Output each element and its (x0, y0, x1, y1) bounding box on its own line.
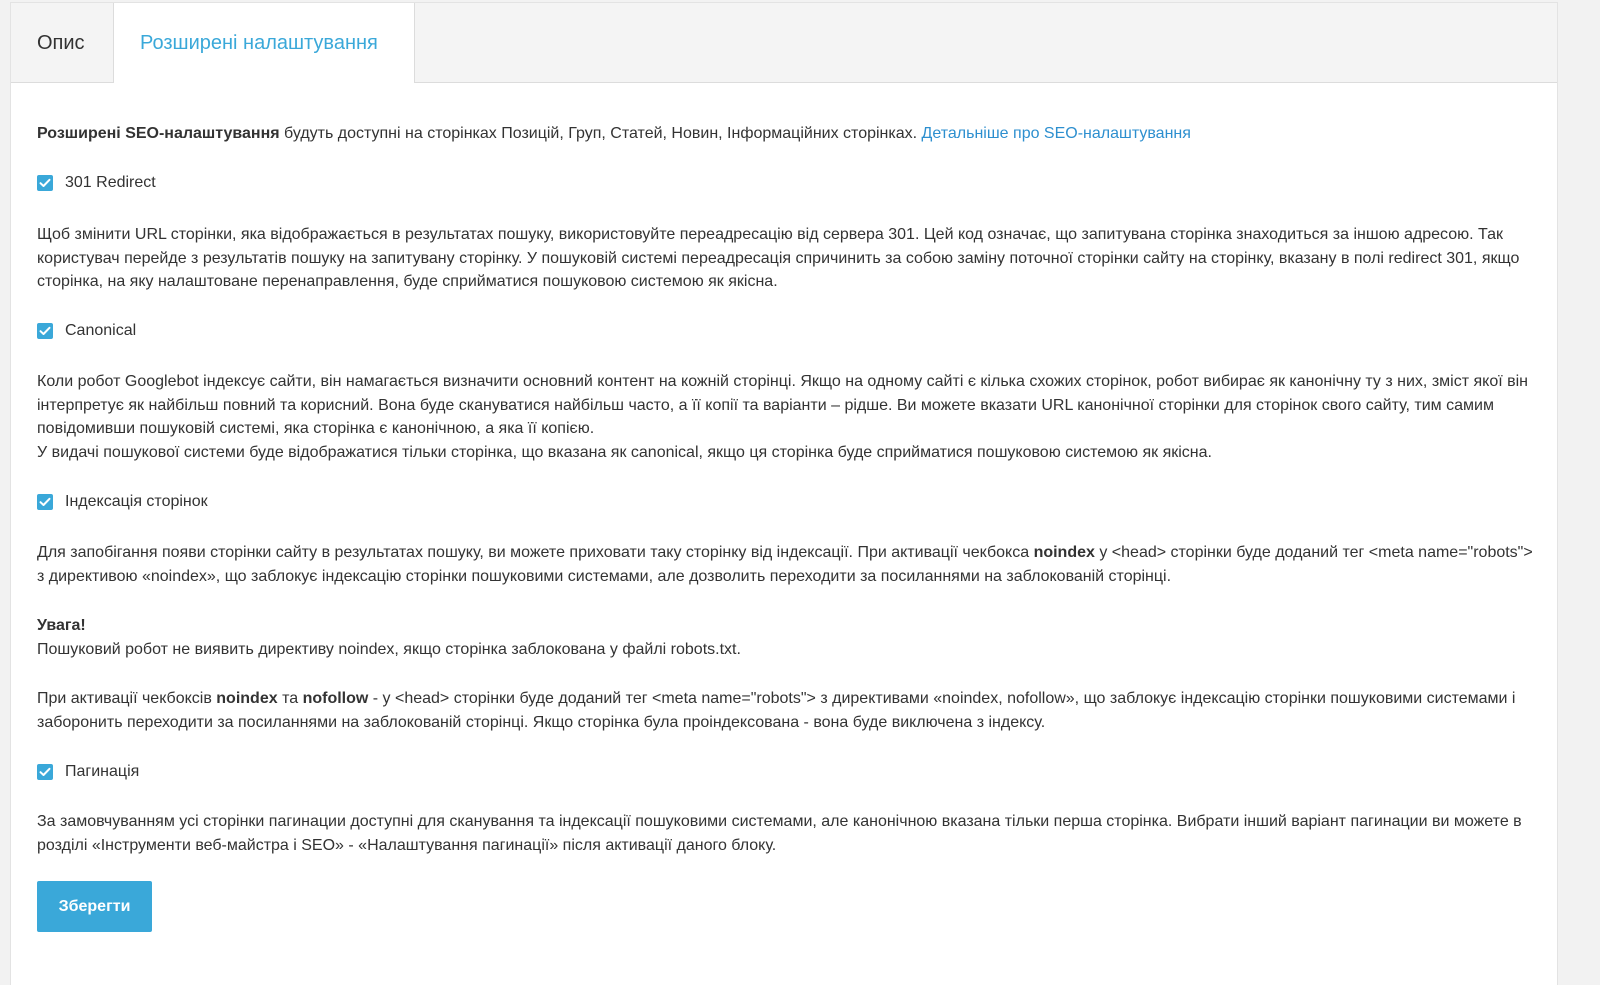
nofollow-term: nofollow (302, 690, 369, 707)
tab-bar (11, 3, 1557, 83)
pagination-checkbox[interactable] (37, 764, 53, 780)
tab-description[interactable]: Опис (37, 32, 85, 54)
pagination-label: Пагинація (65, 763, 140, 781)
nofollow-description (37, 687, 1537, 734)
canonical-label: Canonical (65, 322, 137, 340)
settings-panel (10, 2, 1558, 985)
redirect-description: Щоб змінити URL сторінки, яка відображається в результатах пошуку, використовуйте переадресацію від сервера 301. Цей код означає, що запитувана сторінка знаходиться за іншою адресою. Так користувач перейде з результатів пошуку на запитувану сторінку. У пошуковій системі переадресація спричинить за собою заміну поточної сторінки сайту на сторінку, вказану в полі redirect 301, якщо сторінка, на яку налаштоване перенаправлення, буде сприйматися пошуковою системою як якісна. (37, 226, 1520, 290)
checkmark-icon (39, 767, 51, 777)
intro-bold: Розширені SEO-налаштування (37, 125, 280, 142)
checkmark-icon (39, 326, 51, 336)
canonical-note: У видачі пошукової системи буде відображатися тільки сторінка, що вказана як canonical, якщо ця сторінка буде сприйматися пошуковою системою як якісна. (37, 444, 1212, 461)
checkmark-icon (39, 497, 51, 507)
save-button[interactable]: Зберегти (37, 881, 152, 932)
indexing-text-a: Для запобігання появи сторінки сайту в результатах пошуку, ви можете приховати таку сторінку від індексації. При активації чекбокса (37, 544, 1034, 561)
indexing-description (37, 541, 1537, 588)
indexing-checkbox-row[interactable] (37, 492, 208, 512)
indexing-text-b: у <head> сторінки буде доданий тег <meta name="robots"> з директивою «noindex», що заблокує індексацію сторінки пошуковими системами, але дозволить переходити за посиланнями на заблокованій сторінці. (37, 544, 1533, 585)
canonical-description: Коли робот Googlebot індексує сайти, він намагається визначити основний контент на кожній сторінці. Якщо на одному сайті є кілька схожих сторінок, робот вибирає як канонічну ту з них, зміст якої він інтерпретує як найбільш повний та корисний. Вона буде скануватися найбільш часто, а її копії та варіанти – рідше. Ви можете вказати URL канонічної сторінки для сторінок свого сайту, тим самим повідомивши пошуковій системі, яка сторінка є канонічною, а яка її копією. (37, 373, 1529, 437)
redirect-checkbox[interactable] (37, 175, 53, 191)
intro-text (37, 122, 1191, 146)
nofollow-text-a: При активації чекбоксів (37, 690, 217, 707)
redirect-label: 301 Redirect (65, 174, 156, 192)
noindex-term: noindex (1033, 544, 1095, 561)
nofollow-text-b: - у <head> сторінки буде доданий тег <meta name="robots"> з директивами «noindex, nofollow», що заблокує індексацію сторінки пошуковими системами і заборонить переходити за посиланнями на заблокованій сторінці. Якщо сторінка була проіндексована - вона буде виключена з індексу. (37, 690, 1516, 731)
canonical-checkbox-row[interactable] (37, 321, 136, 341)
pagination-description: За замовчуванням усі сторінки пагинации доступні для сканування та індексації пошуковими системами, але канонічною вказана тільки перша сторінка. Вибрати інший варіант пагинации ви можете в розділі «Інструменти веб-майстра і SEO» - «Налаштування пагинації» після активації даного блоку. (37, 813, 1522, 854)
canonical-checkbox[interactable] (37, 323, 53, 339)
seo-details-link[interactable]: Детальніше про SEO-налаштування (921, 125, 1191, 142)
warning-title: Увага! (37, 617, 86, 634)
checkmark-icon (39, 178, 51, 188)
intro-body: будуть доступні на сторінках Позицій, Груп, Статей, Новин, Інформаційних сторінках. (279, 125, 922, 142)
pagination-checkbox-row[interactable] (37, 762, 139, 782)
nofollow-text-mid: та (277, 690, 303, 707)
noindex-term-2: noindex (216, 690, 278, 707)
redirect-checkbox-row[interactable] (37, 173, 156, 193)
indexing-checkbox[interactable] (37, 494, 53, 510)
tab-advanced-settings[interactable]: Розширені налаштування (113, 3, 415, 83)
warning-text: Пошуковий робот не виявить директиву noindex, якщо сторінка заблокована у файлі robots.txt. (37, 640, 741, 658)
warning-block (37, 614, 1537, 661)
indexing-label: Індексація сторінок (65, 493, 208, 511)
